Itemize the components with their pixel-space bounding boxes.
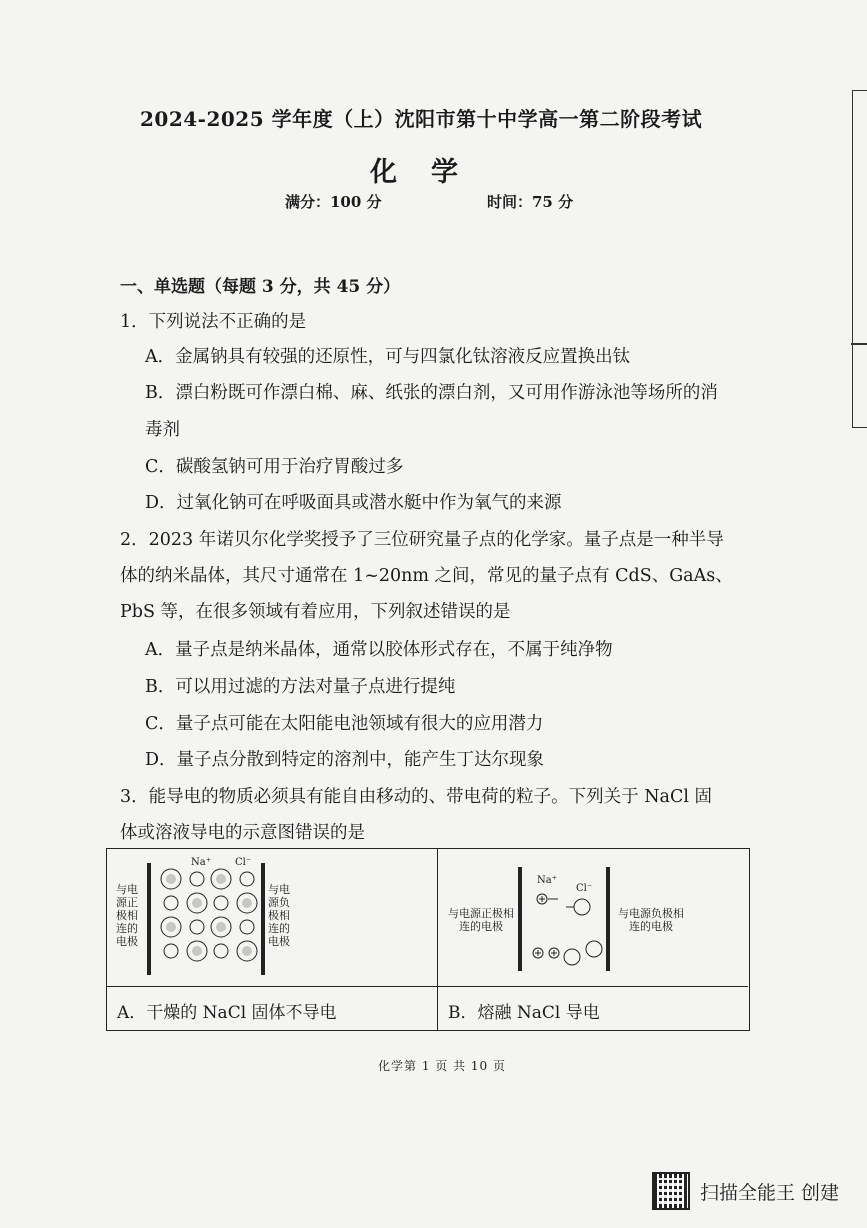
- q2-stem-line1: 2．2023 年诺贝尔化学奖授予了三位研究量子点的化学家。量子点是一种半导: [120, 530, 724, 550]
- diagram-b-cl-label: Cl⁻: [576, 883, 593, 894]
- diagram-b-caption-cell: [438, 987, 748, 1030]
- binding-margin-bracket: [852, 90, 867, 428]
- exam-title: 2024-2025 学年度（上）沈阳市第十中学高一第二阶段考试: [140, 107, 703, 131]
- qr-code-icon: [652, 1172, 690, 1210]
- q2-option-a: A．量子点是纳米晶体，通常以胶体形式存在，不属于纯净物: [145, 640, 613, 660]
- q1-option-c: C．碳酸氢钠可用于治疗胃酸过多: [145, 457, 404, 477]
- diagram-b-caption: B．熔融 NaCl 导电: [448, 1003, 600, 1023]
- diagram-b-left-electrode-label: 与电源正极相连的电极: [448, 907, 514, 933]
- q2-option-c: C．量子点可能在太阳能电池领域有很大的应用潜力: [145, 714, 544, 734]
- q3-diagram-table: [106, 848, 750, 1031]
- q2-option-d: D．量子点分散到特定的溶剂中，能产生丁达尔现象: [145, 750, 545, 770]
- diagram-b-na-label: Na⁺: [537, 875, 557, 886]
- nacl-crystal-lattice: [157, 867, 261, 971]
- q1-stem: 1．下列说法不正确的是: [120, 312, 307, 332]
- exam-time: 时间：75 分: [487, 193, 574, 211]
- diagram-b-left-electrode: [518, 867, 522, 971]
- scanner-watermark-text: 扫描全能王 创建: [700, 1181, 840, 1204]
- q1-option-b-cont: 毒剂: [145, 420, 180, 440]
- q3-stem-line1: 3．能导电的物质必须具有能自由移动的、带电荷的粒子。下列关于 NaCl 固: [120, 787, 712, 807]
- diagram-b-molten-nacl: [438, 849, 748, 987]
- subject-title: 化学: [370, 157, 492, 188]
- scanner-watermark: [652, 1172, 839, 1210]
- diagram-a-solid-nacl: [107, 849, 438, 987]
- diagram-a-caption: A．干燥的 NaCl 固体不导电: [117, 1003, 337, 1023]
- q2-stem-line2: 体的纳米晶体，其尺寸通常在 1~20nm 之间，常见的量子点有 CdS、GaAs、: [120, 566, 733, 586]
- diagram-a-right-electrode-label: 与电源负极相连的电极: [268, 883, 290, 948]
- q2-option-b: B．可以用过滤的方法对量子点进行提纯: [145, 677, 456, 697]
- q1-option-a: A．金属钠具有较强的还原性，可与四氯化钛溶液反应置换出钛: [145, 347, 631, 367]
- section-title: 一、单选题（每题 3 分，共 45 分）: [120, 277, 401, 297]
- diagram-b-right-electrode: [606, 867, 610, 971]
- diagram-a-left-electrode: [147, 863, 151, 975]
- full-score: 满分：100 分: [285, 193, 382, 211]
- page-footer: 化学第 1 页 共 10 页: [378, 1059, 506, 1073]
- q3-stem-line2: 体或溶液导电的示意图错误的是: [120, 823, 365, 843]
- q1-option-d: D．过氧化钠可在呼吸面具或潜水艇中作为氧气的来源: [145, 493, 562, 513]
- diagram-b-right-electrode-label: 与电源负极相连的电极: [618, 907, 684, 933]
- diagram-a-caption-cell: [107, 987, 438, 1030]
- q2-stem-line3: PbS 等，在很多领域有着应用，下列叙述错误的是: [120, 602, 511, 622]
- diagram-a-left-electrode-label: 与电源正极相连的电极: [116, 883, 138, 948]
- diagram-a-right-electrode: [261, 863, 265, 975]
- diagram-a-cl-label: Cl⁻: [235, 857, 252, 868]
- molten-ions-diagram: [530, 889, 610, 971]
- q1-option-b: B．漂白粉既可作漂白棉、麻、纸张的漂白剂，又可用作游泳池等场所的消: [145, 383, 718, 403]
- diagram-a-na-label: Na⁺: [191, 857, 211, 868]
